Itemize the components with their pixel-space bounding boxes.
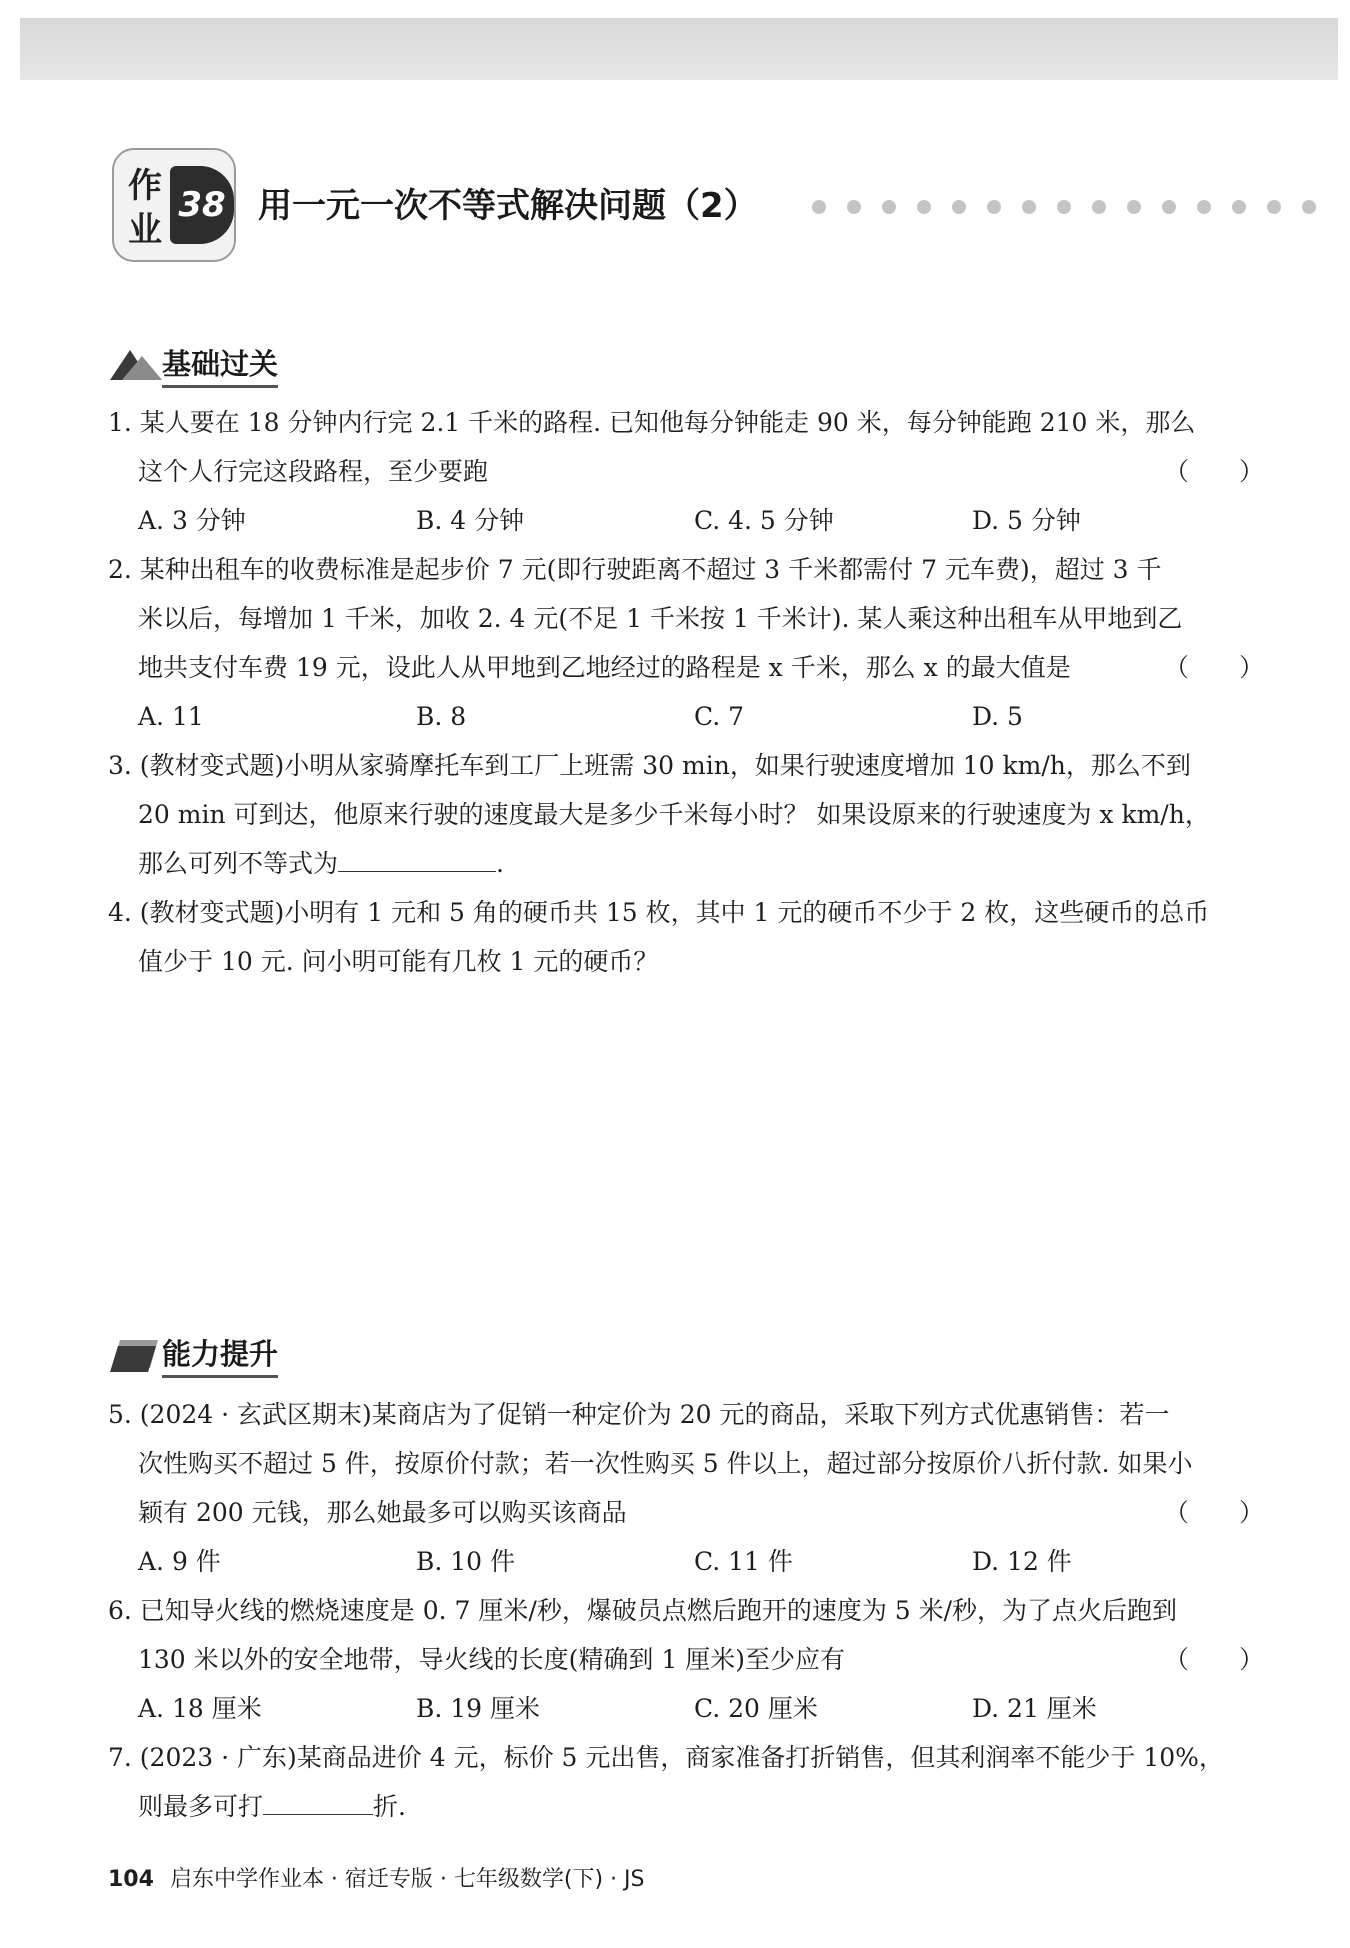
option-c: C. 20 厘米 [694,1694,818,1723]
badge-char-zuo: 作 [128,166,162,206]
question-7 [108,1733,1264,1831]
question-6-options [138,1684,1268,1733]
question-5-line-1: 5. (2024 · 玄武区期末)某商店为了促销一种定价为 20 元的商品，采取下列方式优惠销售：若一 [108,1400,1170,1429]
page-title: 用一元一次不等式解决问题（2） [258,186,758,226]
answer-parentheses: （ ） [1163,1645,1264,1674]
question-6-line-1: 6. 已知导火线的燃烧速度是 0. 7 厘米/秒，爆破员点燃后跑开的速度为 5 米/秒，为了点火后跑到 [108,1596,1178,1625]
question-1-line-1: 1. 某人要在 18 分钟内行完 2.1 千米的路程. 已知他每分钟能走 90 米，每分钟能跑 210 米，那么 [108,408,1196,437]
question-1 [108,398,1264,496]
question-7-line-2: 则最多可打 [138,1792,264,1821]
option-a: A. 3 分钟 [138,506,246,535]
option-d: D. 5 [972,702,1023,731]
question-2 [108,545,1264,692]
option-c: C. 4. 5 分钟 [694,506,834,535]
page-footer [108,1862,645,1893]
badge-char-ye: 业 [128,210,162,250]
question-5-options [138,1537,1268,1586]
page-number: 104 [108,1867,154,1892]
option-a: A. 18 厘米 [138,1694,262,1723]
option-d: D. 5 分钟 [972,506,1081,535]
question-1-options [138,496,1268,545]
question-3-line-2: 20 min 可到达，他原来行驶的速度最大是多少千米每小时？ 如果设原来的行驶速度为 x km/h， [138,800,1210,829]
section-basic-label: 基础过关 [162,342,278,388]
answer-parentheses: （ ） [1163,653,1264,682]
question-4-line-2: 值少于 10 元. 问小明可能有几枚 1 元的硬币？ [138,947,659,976]
option-b: B. 19 厘米 [416,1694,541,1723]
answer-parentheses: （ ） [1163,1498,1264,1527]
option-b: B. 10 件 [416,1547,516,1576]
fill-in-blank[interactable] [338,841,496,872]
option-b: B. 8 [416,702,467,731]
question-2-line-3: 地共支付车费 19 元，设此人从甲地到乙地经过的路程是 x 千米，那么 x 的最大值是 [138,653,1071,682]
answer-parentheses: （ ） [1163,457,1264,486]
question-1-line-2: 这个人行完这段路程，至少要跑 [138,457,489,486]
question-6-line-2: 130 米以外的安全地带，导火线的长度(精确到 1 厘米)至少应有 [138,1645,845,1674]
title-dots-decoration [812,200,1332,216]
section-advanced-label: 能力提升 [162,1332,278,1378]
mountain-icon [108,344,164,382]
question-7-end: 折. [373,1792,406,1821]
option-d: D. 12 件 [972,1547,1072,1576]
question-7-line-1: 7. (2023 · 广东)某商品进价 4 元，标价 5 元出售，商家准备打折销售，但其利润率不能少于 10%， [108,1743,1224,1772]
option-b: B. 4 分钟 [416,506,525,535]
question-3-line-3: 那么可列不等式为 [138,849,339,878]
question-2-line-1: 2. 某种出租车的收费标准是起步价 7 元(即行驶距离不超过 3 千米都需付 7 元车费)，超过 3 千 [108,555,1162,584]
homework-header [112,148,1332,264]
question-3-end: . [496,849,504,878]
homework-badge [112,148,236,262]
option-a: A. 11 [138,702,204,731]
question-3-line-1: 3. (教材变式题)小明从家骑摩托车到工厂上班需 30 min，如果行驶速度增加 10 km/h，那么不到 [108,751,1191,780]
question-5-line-2: 次性购买不超过 5 件，按原价付款；若一次性购买 5 件以上，超过部分按原价八折付款. 如果小 [138,1449,1193,1478]
top-decorative-band [20,18,1338,80]
question-2-options [138,692,1268,741]
question-5-line-3: 颖有 200 元钱，那么她最多可以购买该商品 [138,1498,627,1527]
option-d: D. 21 厘米 [972,1694,1097,1723]
homework-number: 38 [170,166,234,244]
section-basic-heading [108,340,368,390]
section-advanced-heading [108,1330,368,1380]
question-5 [108,1390,1264,1537]
question-6 [108,1586,1264,1684]
question-3 [108,741,1264,888]
book-title: 启东中学作业本 · 宿迁专版 · 七年级数学(下) · JS [169,1867,645,1892]
question-4 [108,888,1264,986]
fill-in-blank[interactable] [263,1784,373,1815]
question-2-line-2: 米以后，每增加 1 千米，加收 2. 4 元(不足 1 千米按 1 千米计). 某人乘这种出租车从甲地到乙 [138,604,1183,633]
option-c: C. 7 [694,702,745,731]
book-stack-icon [108,1334,164,1372]
question-4-line-1: 4. (教材变式题)小明有 1 元和 5 角的硬币共 15 枚，其中 1 元的硬币不少于 2 枚，这些硬币的总币 [108,898,1210,927]
option-a: A. 9 件 [138,1547,221,1576]
option-c: C. 11 件 [694,1547,793,1576]
